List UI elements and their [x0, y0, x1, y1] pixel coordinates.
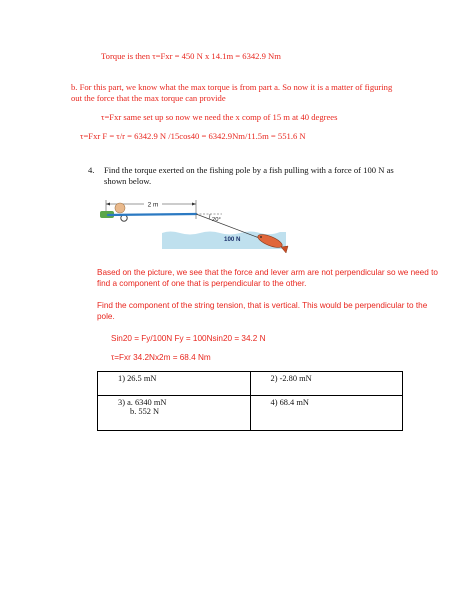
answer-1: 1) 26.5 mN	[98, 372, 251, 396]
length-label: 2 m	[147, 201, 159, 209]
question-text-1: Find the torque exerted on the fishing pole by a fish pulling with a force of 100 N as	[104, 165, 394, 175]
solution-para-2-line-1: Find the component of the string tension, that is vertical. This would be perpendicular to the	[97, 301, 428, 310]
table-row	[98, 372, 403, 396]
answer-2: 2) -2.80 mN	[250, 372, 403, 396]
question-number: 4.	[88, 165, 95, 175]
fishing-pole-figure	[100, 193, 290, 255]
answer-3a: 3) a. 6340 mN	[118, 398, 167, 407]
question-text-2: shown below.	[104, 176, 152, 186]
fishing-rod	[108, 214, 196, 215]
solve-line: τ=Fxr F = τ/r = 6342.9 N /15cos40 = 6342.9Nm/11.5m = 551.6 N	[80, 131, 306, 141]
answer-3	[98, 396, 251, 431]
table-row	[98, 396, 403, 431]
solution-para-2-line-2: pole.	[97, 312, 115, 321]
hand-icon	[115, 203, 125, 213]
solution-equation-1: Sin20 = Fy/100N Fy = 100Nsin20 = 34.2 N	[111, 334, 266, 343]
torque-result-line: Torque is then τ=Fxr = 450 N x 14.1m = 6342.9 Nm	[101, 51, 281, 61]
angle-label: 20°	[212, 217, 221, 223]
solution-para-1-line-2: find a component of one that is perpendicular to the other.	[97, 279, 307, 288]
solution-equation-2: τ=Fxr 34.2Nx2m = 68.4 Nm	[111, 353, 211, 362]
answer-3b: b. 552 N	[130, 407, 160, 416]
answer-4: 4) 68.4 mN	[250, 396, 403, 431]
part-b-line-2: out the force that the max torque can provide	[71, 93, 226, 103]
answers-table	[97, 371, 403, 431]
force-label: 100 N	[224, 236, 241, 243]
solution-para-1-line-1: Based on the picture, we see that the force and lever arm are not perpendicular so we need to	[97, 268, 438, 277]
setup-line: τ=Fxr same set up so now we need the x comp of 15 m at 40 degrees	[101, 112, 338, 122]
part-b-line-1: b. For this part, we know what the max torque is from part a. So now it is a matter of figuring	[71, 82, 393, 92]
angle-arc	[209, 214, 210, 219]
